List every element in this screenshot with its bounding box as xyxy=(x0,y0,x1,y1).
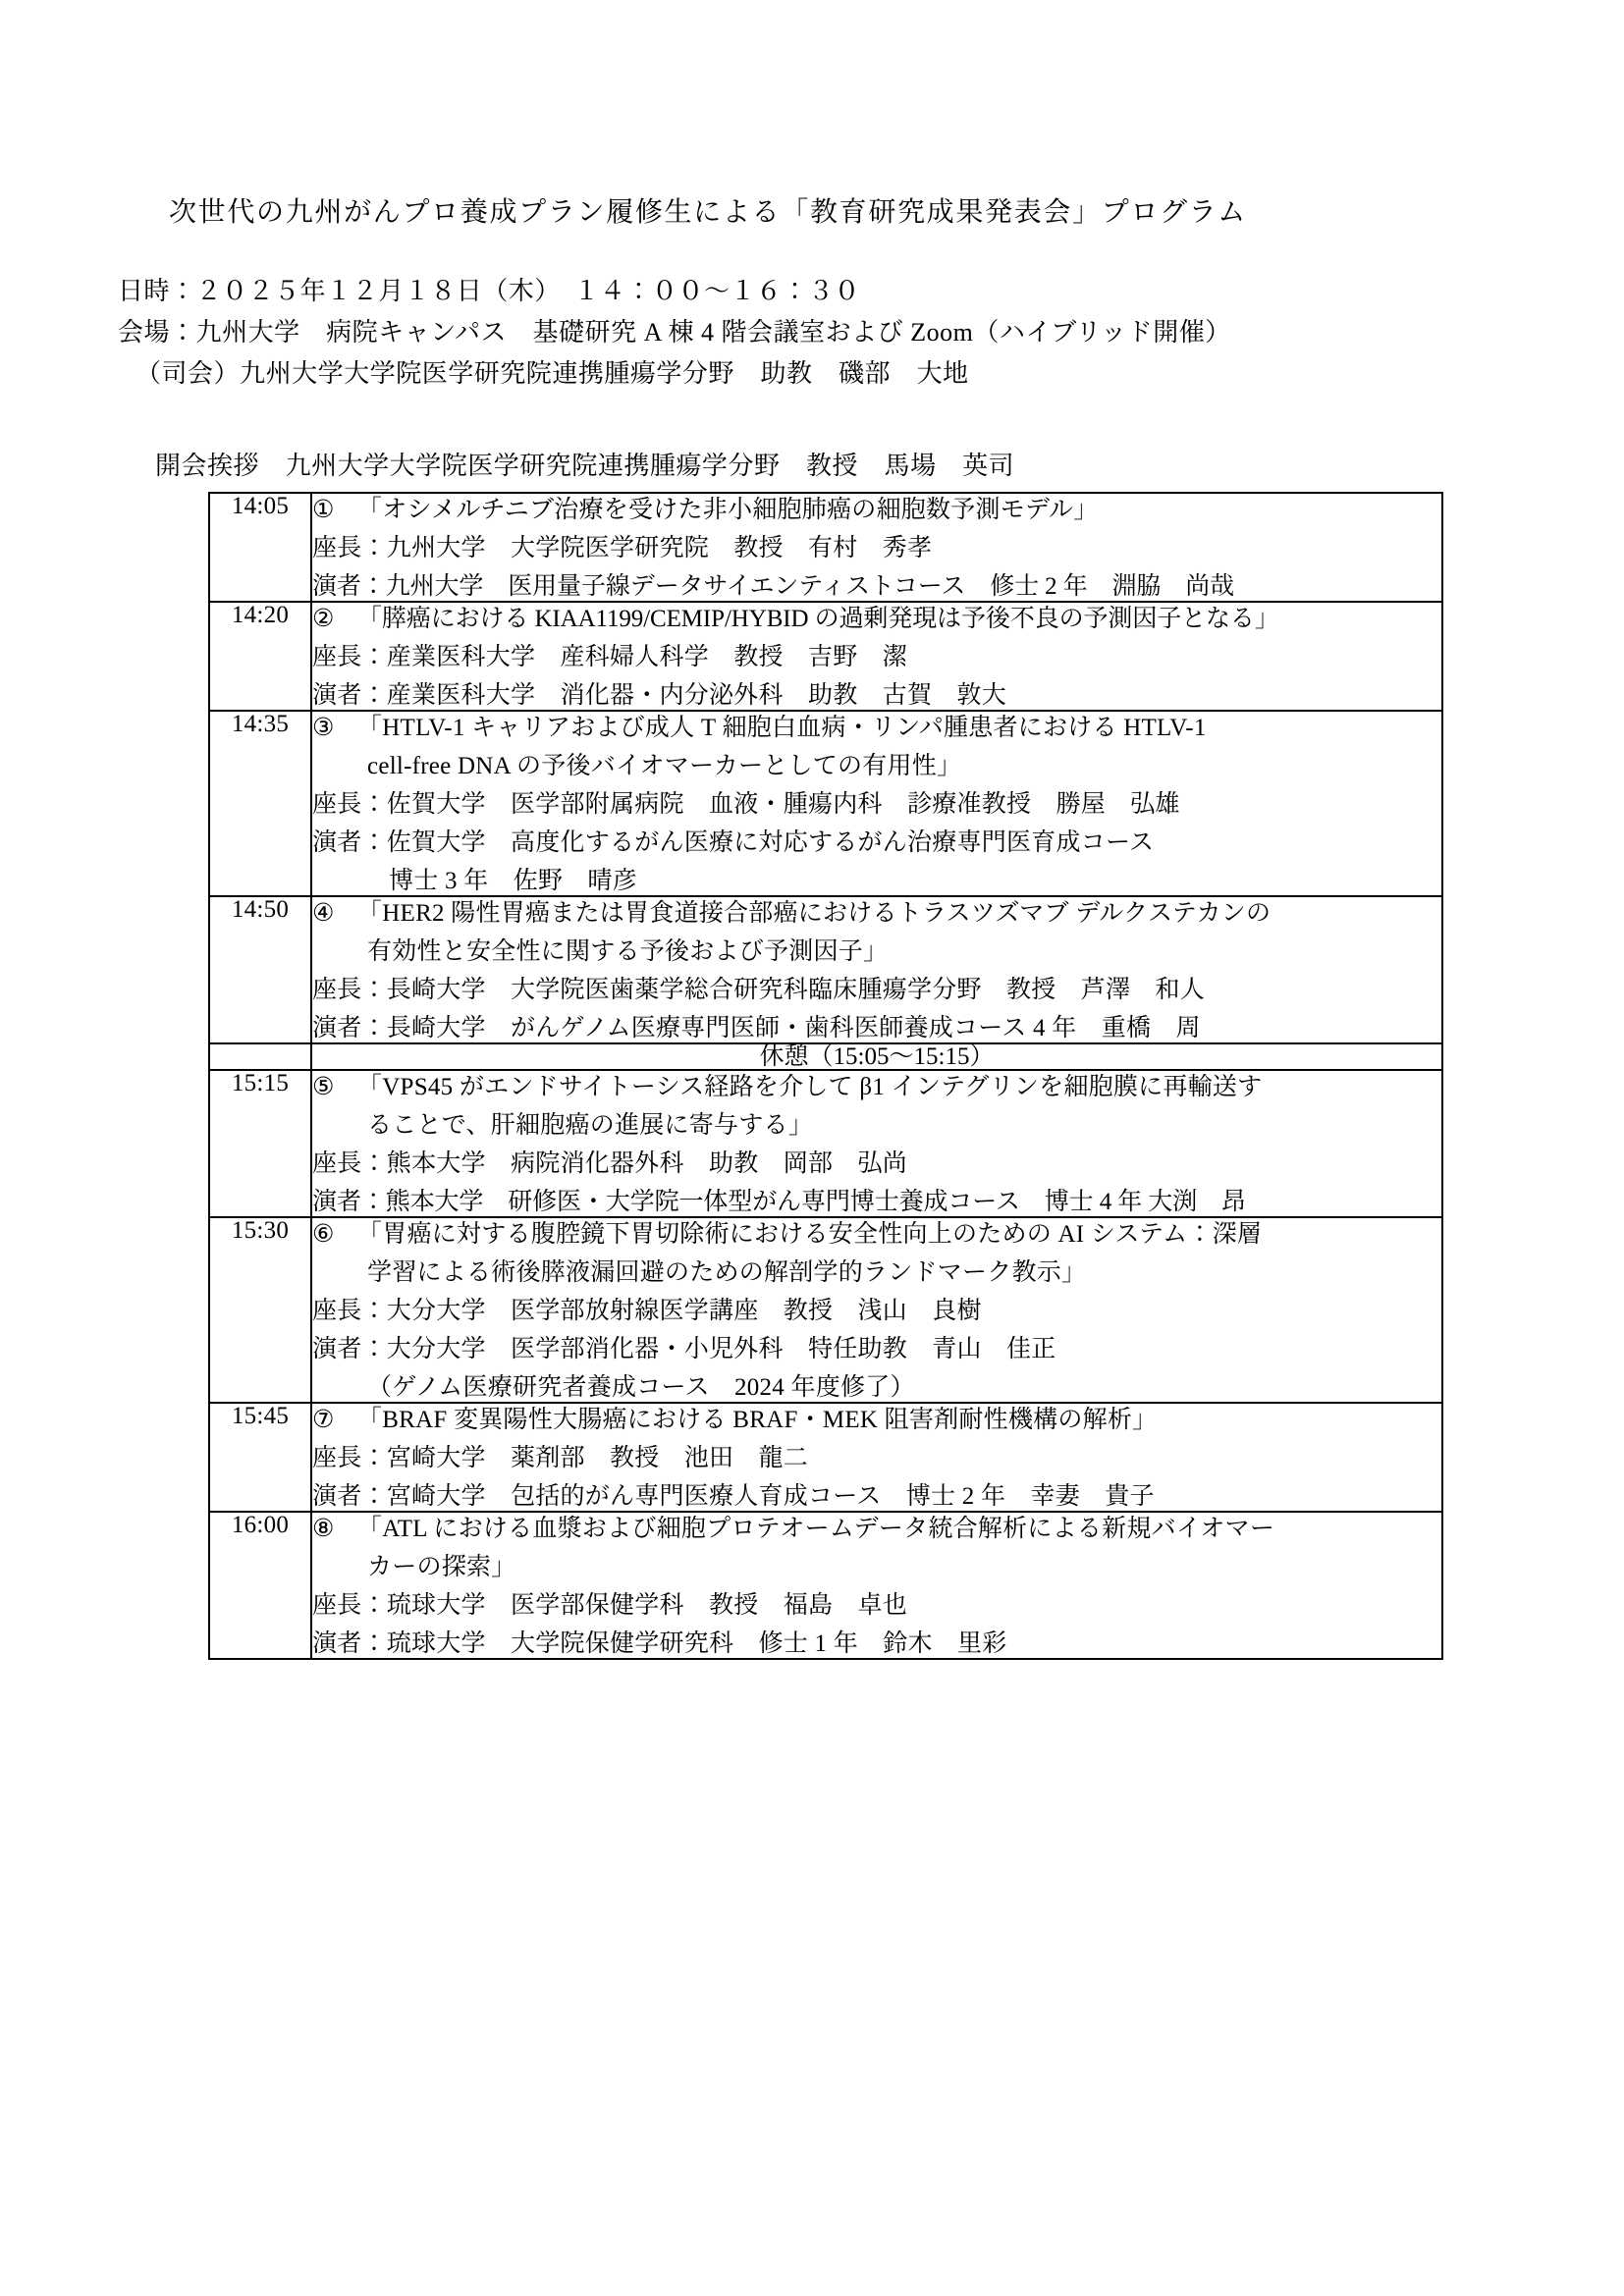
session-title-line xyxy=(312,1218,1441,1256)
session-number: ⑦ xyxy=(312,1406,335,1433)
session-details xyxy=(311,602,1442,711)
session-title-text: 「HTLV-1 キャリアおよび成人 T 細胞白血病・リンパ腫患者における HTLV-1 xyxy=(357,714,1207,741)
session-speaker-cont: 博士 3 年 佐野 晴彦 xyxy=(389,867,638,894)
table-row xyxy=(209,1403,1442,1512)
event-moderator-line: （司会）九州大学大学院医学研究院連携腫瘍学分野 助教 磯部 大地 xyxy=(135,358,969,388)
session-speaker: 演者：琉球大学 大学院保健学研究科 修士 1 年 鈴木 里彩 xyxy=(312,1629,1007,1657)
event-date-line: 日時：２０２５年１２月１８日（木） １４：００～１６：３０ xyxy=(118,276,861,305)
session-speaker: 演者：宮崎大学 包括的がん専門医療人育成コース 博士 2 年 幸妻 貴子 xyxy=(312,1482,1155,1510)
session-chair: 座長：佐賀大学 医学部附属病院 血液・腫瘍内科 診療准教授 勝屋 弘雄 xyxy=(312,790,1180,818)
session-title-text: 「ATL における血漿および細胞プロテオームデータ統合解析による新規バイオマー xyxy=(357,1515,1275,1542)
break-time xyxy=(209,1043,311,1070)
session-title-line xyxy=(312,1071,1441,1109)
session-chair: 座長：熊本大学 病院消化器外科 助教 岡部 弘尚 xyxy=(312,1149,908,1177)
session-number: ⑧ xyxy=(312,1515,335,1542)
session-chair: 座長：産業医科大学 産科婦人科学 教授 吉野 潔 xyxy=(312,643,908,670)
session-number: ② xyxy=(312,605,335,632)
session-title-line-2: カーの探索」 xyxy=(367,1553,516,1580)
schedule-table xyxy=(208,492,1443,1660)
session-title-text: 「膵癌における KIAA1199/CEMIP/HYBID の過剰発現は予後不良の予測因子となる」 xyxy=(357,605,1279,632)
session-speaker: 演者：熊本大学 研修医・大学院一体型がん専門博士養成コース 博士 4 年 大渕 昂 xyxy=(312,1188,1246,1215)
session-title-text: 「オシメルチニブ治療を受けた非小細胞肺癌の細胞数予測モデル」 xyxy=(357,496,1099,523)
session-details xyxy=(311,1070,1442,1217)
session-details xyxy=(311,1217,1442,1403)
session-title-text: 「胃癌に対する腹腔鏡下胃切除術における安全性向上のための AI システム：深層 xyxy=(357,1220,1263,1248)
session-speaker: 演者：九州大学 医用量子線データサイエンティストコース 修士 2 年 淵脇 尚哉 xyxy=(312,572,1235,600)
table-row xyxy=(209,1217,1442,1403)
session-title-line xyxy=(312,897,1441,935)
session-title-line-2: ることで、肝細胞癌の進展に寄与する」 xyxy=(367,1111,814,1139)
table-row xyxy=(209,602,1442,711)
schedule-container xyxy=(0,492,1624,1660)
session-details xyxy=(311,896,1442,1043)
session-details xyxy=(311,1512,1442,1659)
table-row xyxy=(209,711,1442,896)
session-title-line xyxy=(312,1513,1441,1551)
session-details xyxy=(311,1403,1442,1512)
table-row xyxy=(209,493,1442,602)
session-time: 16:00 xyxy=(209,1512,311,1659)
break-label: 休憩（15:05～15:15） xyxy=(311,1043,1442,1070)
table-row-break xyxy=(209,1043,1442,1070)
opening-remarks-line: 開会挨拶 九州大学大学院医学研究院連携腫瘍学分野 教授 馬場 英司 xyxy=(155,451,1015,480)
session-title-text: 「HER2 陽性胃癌または胃食道接合部癌におけるトラスツズマブ デルクステカンの xyxy=(357,899,1272,927)
session-chair: 座長：大分大学 医学部放射線医学講座 教授 浅山 良樹 xyxy=(312,1297,982,1324)
session-chair: 座長：宮崎大学 薬剤部 教授 池田 龍二 xyxy=(312,1444,809,1471)
session-speaker: 演者：大分大学 医学部消化器・小児外科 特任助教 青山 佳正 xyxy=(312,1335,1056,1362)
session-chair: 座長：琉球大学 医学部保健学科 教授 福島 卓也 xyxy=(312,1591,908,1619)
session-time: 14:05 xyxy=(209,493,311,602)
session-number: ① xyxy=(312,496,335,523)
event-meta xyxy=(0,230,1624,395)
schedule-table-body xyxy=(209,493,1442,1659)
session-time: 14:20 xyxy=(209,602,311,711)
session-title-line xyxy=(312,494,1441,532)
session-time: 14:35 xyxy=(209,711,311,896)
session-time: 14:50 xyxy=(209,896,311,1043)
table-row xyxy=(209,1512,1442,1659)
session-title-line xyxy=(312,603,1441,641)
session-speaker: 演者：産業医科大学 消化器・内分泌外科 助教 古賀 敦大 xyxy=(312,681,1007,709)
session-title-line-2: cell-free DNA の予後バイオマーカーとしての有用性」 xyxy=(367,752,962,779)
page-title: 次世代の九州がんプロ養成プラン履修生による「教育研究成果発表会」プログラム xyxy=(169,197,1247,228)
session-title-text: 「BRAF 変異陽性大腸癌における BRAF・MEK 阻害剤耐性機構の解析」 xyxy=(357,1406,1158,1433)
session-chair: 座長：九州大学 大学院医学研究院 教授 有村 秀孝 xyxy=(312,534,933,561)
session-details xyxy=(311,493,1442,602)
event-venue-line: 会場：九州大学 病院キャンパス 基礎研究 A 棟 4 階会議室および Zoom（ハイブリッド開催） xyxy=(118,317,1231,347)
session-number: ④ xyxy=(312,899,335,927)
session-speaker: 演者：長崎大学 がんゲノム医療専門医師・歯科医師養成コース 4 年 重橋 周 xyxy=(312,1014,1201,1041)
session-number: ⑥ xyxy=(312,1220,335,1248)
session-number: ⑤ xyxy=(312,1073,335,1100)
session-time: 15:15 xyxy=(209,1070,311,1217)
session-speaker-cont: （ゲノム医療研究者養成コース 2024 年度修了） xyxy=(367,1373,915,1401)
session-title-line xyxy=(312,1404,1441,1442)
session-speaker: 演者：佐賀大学 高度化するがん医療に対応するがん治療専門医育成コース xyxy=(312,828,1155,856)
session-title-text: 「VPS45 がエンドサイトーシス経路を介して β1 インテグリンを細胞膜に再輸送す xyxy=(357,1073,1263,1100)
session-title-line-2: 有効性と安全性に関する予後および予測因子」 xyxy=(367,937,889,965)
table-row xyxy=(209,896,1442,1043)
session-chair: 座長：長崎大学 大学院医歯薬学総合研究科臨床腫瘍学分野 教授 芦澤 和人 xyxy=(312,976,1206,1003)
session-time: 15:30 xyxy=(209,1217,311,1403)
session-title-line xyxy=(312,712,1441,750)
session-title-line-2: 学習による術後膵液漏回避のための解剖学的ランドマーク教示」 xyxy=(367,1258,1087,1286)
session-number: ③ xyxy=(312,714,335,741)
session-time: 15:45 xyxy=(209,1403,311,1512)
session-details xyxy=(311,711,1442,896)
table-row xyxy=(209,1070,1442,1217)
